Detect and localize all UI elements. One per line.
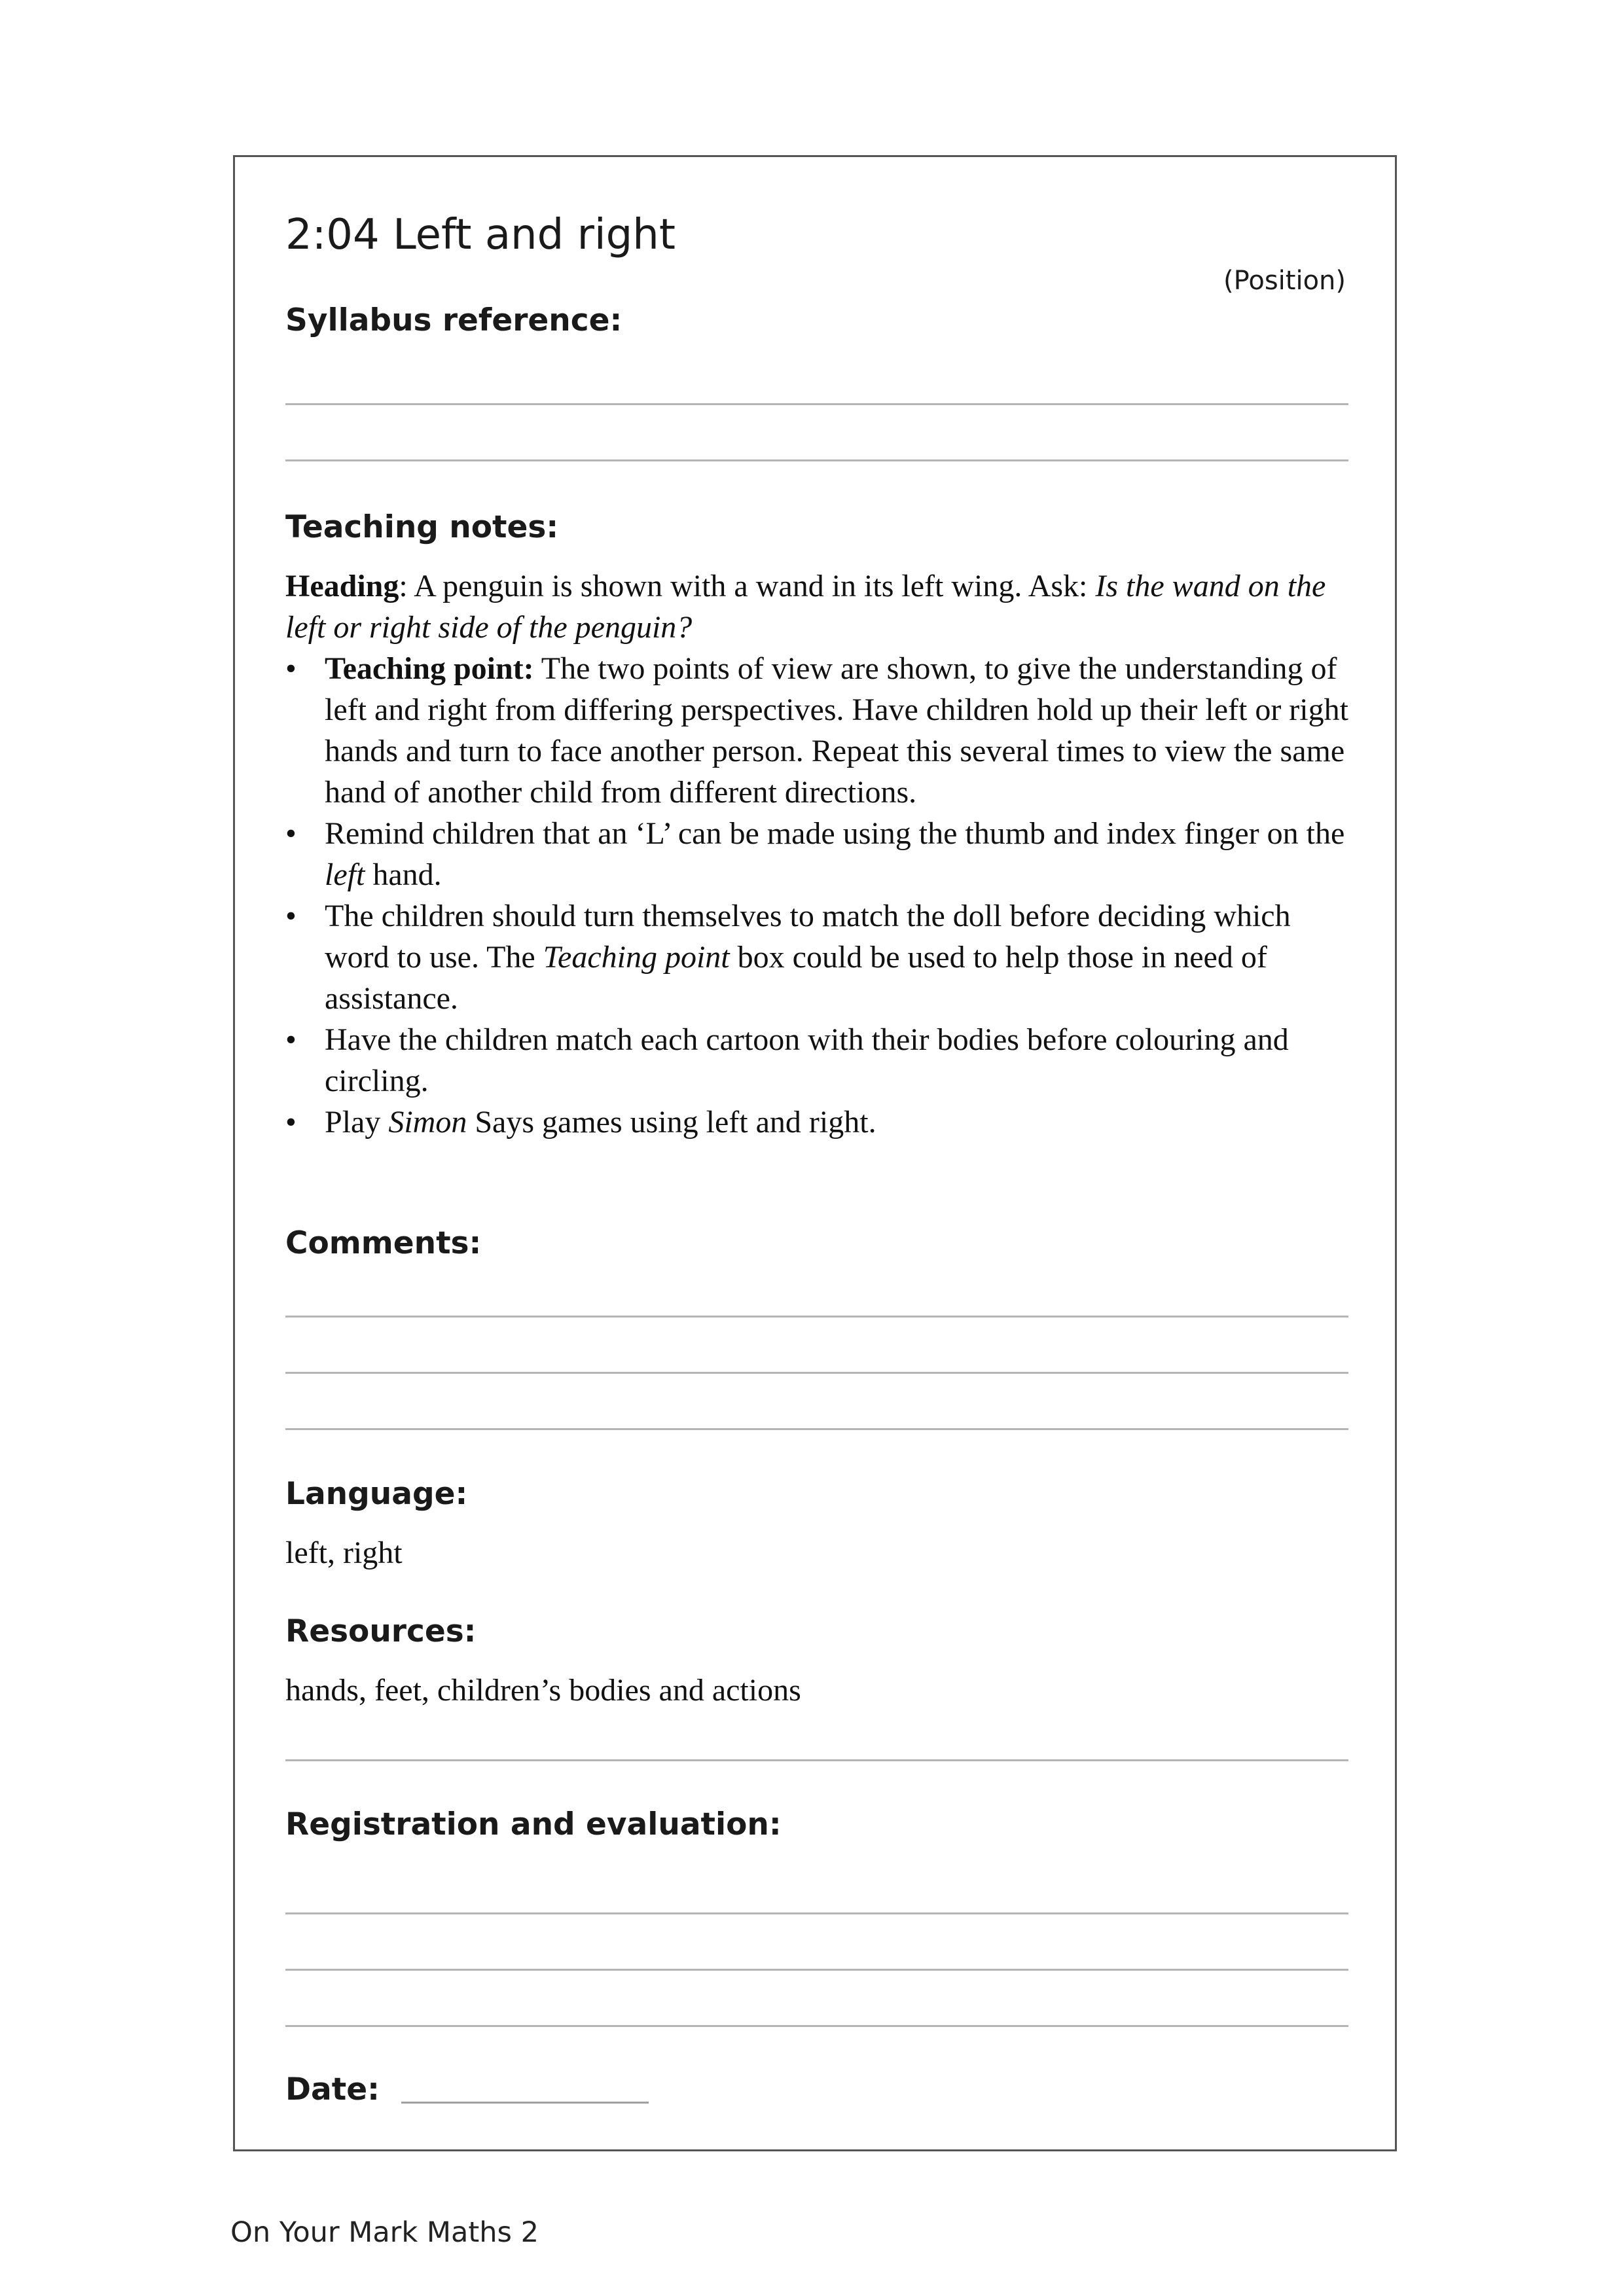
registration-line-3 [285, 2025, 1348, 2027]
comments-line-1 [285, 1316, 1348, 1318]
heading-note-question: Is the wand on the left or right side of the penguin? [285, 569, 1326, 645]
bullet-icon: • [285, 1022, 297, 1057]
list-item-text: Have the children match each cartoon with their bodies before colouring and circling. [325, 1022, 1289, 1098]
bullet-icon: • [285, 651, 297, 686]
comments-line-2 [285, 1372, 1348, 1374]
bullet-icon: • [285, 1105, 297, 1139]
comments-line-3 [285, 1428, 1348, 1430]
date-line [401, 2102, 649, 2104]
list-item-italic: Teaching point [543, 940, 730, 975]
resources-text: hands, feet, children’s bodies and actions [285, 1673, 801, 1708]
list-item-text: hand. [365, 857, 442, 892]
syllabus-line-2 [285, 459, 1348, 461]
comments-heading: Comments: [285, 1225, 482, 1261]
topic-label: (Position) [1223, 266, 1346, 296]
heading-note-bold: Heading [285, 569, 399, 603]
heading-note [285, 565, 1348, 648]
date-label: Date: [285, 2072, 380, 2108]
syllabus-heading: Syllabus reference: [285, 302, 623, 338]
teaching-notes-heading: Teaching notes: [285, 509, 559, 545]
bullet-icon: • [285, 816, 297, 851]
page-title: 2:04 Left and right [285, 211, 676, 259]
list-item-text: Remind children that an ‘L’ can be made using the thumb and index finger on the [325, 816, 1345, 851]
resources-heading: Resources: [285, 1613, 477, 1649]
list-item [285, 813, 1348, 895]
list-item-bold: Teaching point: [325, 651, 534, 686]
registration-heading: Registration and evaluation: [285, 1806, 782, 1842]
teaching-notes-list [285, 648, 1348, 1143]
registration-line-1 [285, 1912, 1348, 1914]
list-item-text: Says games using left and right. [467, 1105, 876, 1139]
list-item-italic: left [325, 857, 365, 892]
bullet-icon: • [285, 899, 297, 933]
footer-text: On Your Mark Maths 2 [230, 2216, 539, 2249]
list-item [285, 1019, 1348, 1102]
list-item-italic: Simon [388, 1105, 467, 1139]
list-item [285, 1102, 1348, 1143]
resources-line [285, 1759, 1348, 1761]
list-item-text: The children should turn themselves to match the doll before deciding which word to use. The [325, 899, 1291, 975]
heading-note-text: : A penguin is shown with a wand in its left wing. Ask: [399, 569, 1096, 603]
list-item-text: Play [325, 1105, 389, 1139]
page-frame [233, 155, 1397, 2151]
language-text: left, right [285, 1535, 403, 1570]
list-item [285, 895, 1348, 1019]
syllabus-line-1 [285, 403, 1348, 405]
list-item [285, 648, 1348, 813]
language-heading: Language: [285, 1476, 468, 1512]
registration-line-2 [285, 1969, 1348, 1971]
list-item-text: The two points of view are shown, to give the understanding of left and right from differing perspectives. Have children hold up their left or right hands and turn to face another person. Repeat this several times to view the same hand of another child from different directions. [325, 651, 1348, 810]
list-item-text: box could be used to help those in need of assistance. [325, 940, 1267, 1016]
